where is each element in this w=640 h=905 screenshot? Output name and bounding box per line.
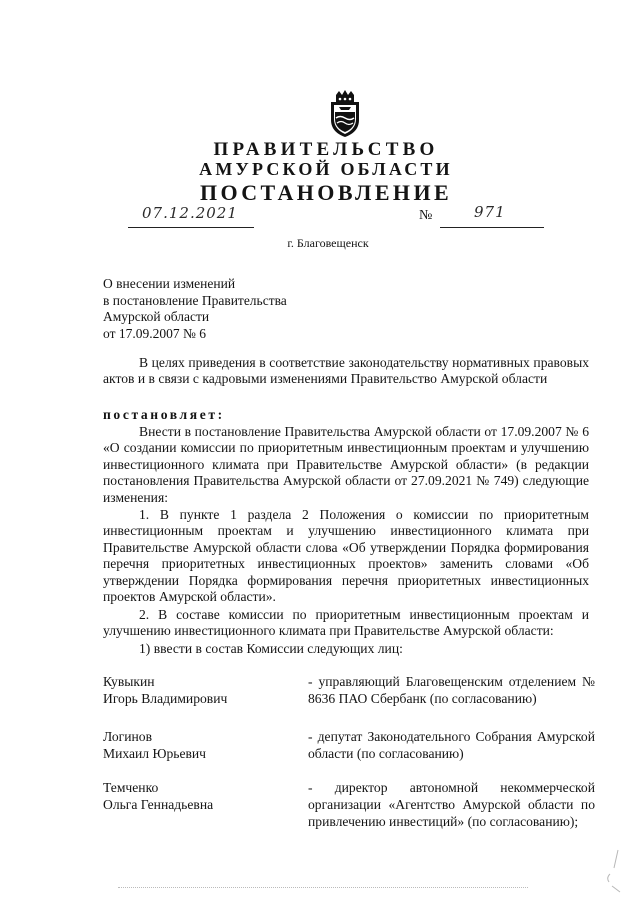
document-date: 07.12.2021 [142,204,238,222]
document-subject [103,276,287,342]
preamble-paragraph [103,355,589,388]
coat-of-arms-icon [322,90,368,138]
item1-paragraph [103,507,589,605]
member-role: - депутат Законодательного Собрания Амурской области (по согласованию) [308,729,595,761]
subject-line: в постановление Правительства [103,292,287,308]
issuer-title: ПРАВИТЕЛЬСТВО [213,139,439,160]
member-name [103,673,303,707]
member-surname: Логинов [103,729,153,744]
document-number: 971 [474,203,506,221]
decree-word: постановляет: [103,407,225,422]
number-label: № [419,208,433,223]
member-role: - управляющий Благовещенским отделением № 8636 ПАО Сбербанк (по согласованию) [308,674,595,706]
scan-edge-line [118,887,528,888]
item2-text: 2. В составе комиссии по приоритетным инвестиционным проектам и улучшению инвестиционного климата при Правительстве Амурской области: [103,607,589,639]
member-given-name: Ольга Геннадьевна [103,797,214,812]
member-given-name: Михаил Юрьевич [103,746,207,761]
handwritten-mark-icon [600,848,630,894]
preamble-text: В целях приведения в соответствие законодательству нормативных правовых актов и в связи с кадровыми изменениями Правительство Амурской области [103,355,589,387]
item2-1-text: 1) ввести в состав Комиссии следующих лиц: [139,641,403,656]
member-surname: Кувыкин [103,674,155,689]
city: г. Благовещенск [287,236,369,250]
item2-paragraph [103,607,589,640]
subject-line: Амурской области [103,309,210,324]
item2-1-paragraph [139,641,589,657]
intro-paragraph [103,424,589,506]
intro-text: Внести в постановление Правительства Амурской области от 17.09.2007 № 6 «О создании комиссии по приоритетным инвестиционным проектам и улучшению инвестиционного климата при Правительстве Амурской области» (в редакции постановления Правительства Амурской области от 27.09.2021 № 749) следующие изменения: [103,424,589,505]
subject-line: от 17.09.2007 № 6 [103,325,206,341]
document-type: ПОСТАНОВЛЕНИЕ [199,180,453,205]
item1-text: 1. В пункте 1 раздела 2 Положения о комиссии по приоритетным инвестиционным проектам и улучшению инвестиционного климата при Правительстве Амурской области слова «Об утверждении Порядка формирования перечня приоритетных инвестиционных проектов» заменить словами «Об утверждении Порядка формирования перечня приоритетных инвестиционных проектов Амурской области». [103,507,589,605]
subject-line: О внесении изменений [103,276,236,291]
member-given-name: Игорь Владимирович [103,691,228,706]
issuer-region: АМУРСКОЙ ОБЛАСТИ [199,159,453,179]
member-name [103,728,303,762]
member-role: - директор автономной некоммерческой организации «Агентство Амурской области по привлечению инвестиций» (по согласованию); [308,780,595,829]
member-surname: Темченко [103,780,159,795]
member-name [103,779,303,813]
